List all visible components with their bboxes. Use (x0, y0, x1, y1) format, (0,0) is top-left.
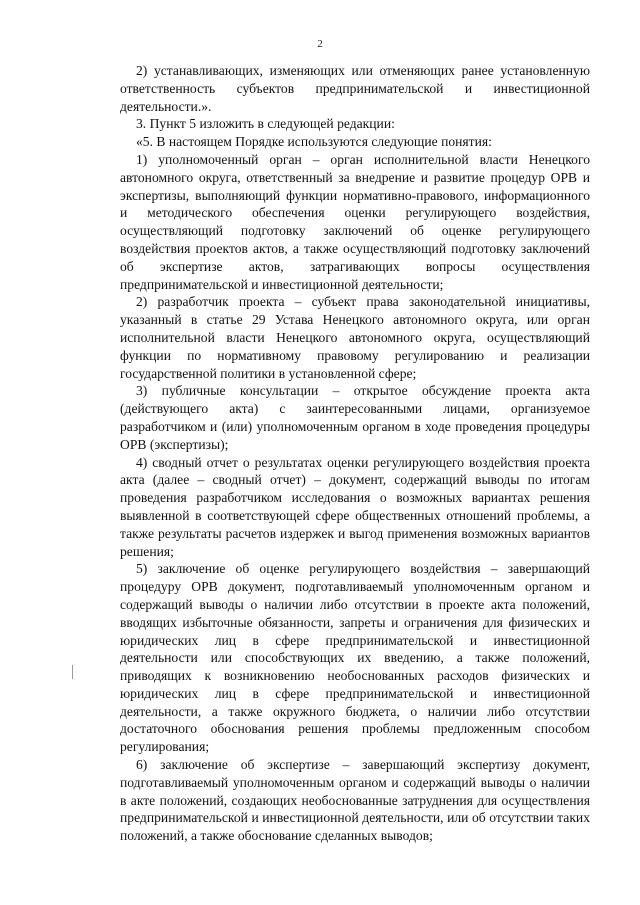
definition-authorized-body: 1) уполномоченный орган – орган исполнительной власти Ненецкого автономного округа, ответственный за внедрение и развитие процедур ОРВ и экспертизы, выполняющий функции нормативно-правового, информационного и методического обеспечения оценки регулирующего воздействия, осуществляющий подготовку заключений об оценке регулирующего воздействия проектов актов, а также осуществляющий подготовку заключений об экспертизе актов, затрагивающих вопросы осуществления предпринимательской и инвестиционной деятельности; (120, 151, 590, 292)
paragraph-point-3: 3. Пункт 5 изложить в следующей редакции: (136, 116, 395, 132)
definition-summary-report: 4) сводный отчет о результатах оценки регулирующего воздействия проекта акта (далее – сводный отчет) – документ, содержащий выводы по итогам проведения разработчиком исследования о возможных вариантах решения выявленной в соответствующей сфере общественных отношений проблемы, а также результаты расчетов издержек и выгод применения возможных вариантов решения; (120, 454, 590, 559)
margin-mark (72, 665, 73, 679)
definition-project-developer: 2) разработчик проекта – субъект права законодательной инициативы, указанный в статье 29 Устава Ненецкого автономного округа, или орган исполнительной власти Ненецкого автономного округа, осуществляющий функции по нормативному правовому регулированию и реализации государственной политики в установленной сфере; (120, 294, 590, 381)
page-number: 2 (317, 38, 323, 50)
definition-expertise-conclusion: 6) заключение об экспертизе – завершающий экспертизу документ, подготавливаемый уполномоченным органом и содержащий выводы о наличии в акте положений, создающих необоснованные затруднения для осуществления предпринимательской и инвестиционной деятельности, или об отсутствии таких положений, а также обоснование сделанных выводов; (120, 757, 590, 844)
definition-public-consultations: 3) публичные консультации – открытое обсуждение проекта акта (действующего акта) с заинтересованными лицами, организуемое разработчиком и (или) уполномоченным органом в ходе проведения процедуры ОРВ (экспертизы); (120, 383, 590, 452)
paragraph-item-2-subpoint: 2) устанавливающих, изменяющих или отменяющих ранее установленную ответственность субъектов предпринимательской и инвестиционной деятельности.». (120, 63, 590, 114)
paragraph-point-5-intro: «5. В настоящем Порядке используются следующие понятия: (136, 134, 492, 150)
definition-orv-conclusion: 5) заключение об оценке регулирующего воздействия – завершающий процедуру ОРВ документ, подготавливаемый уполномоченным органом и содержащий выводы о наличии либо отсутствии в проекте акта положений, вводящих избыточные обязанности, запреты и ограничения для физических и юридических лиц в сфере предпринимательской и инвестиционной деятельности или способствующих их введению, а также положений, приводящих к возникновению необоснованных расходов физических и юридических лиц в сфере предпринимательской и инвестиционной деятельности, а также окружного бюджета, о наличии либо отсутствии достаточного обоснования решения проблемы предложенным способом регулирования; (120, 561, 590, 755)
document-body (120, 62, 590, 845)
